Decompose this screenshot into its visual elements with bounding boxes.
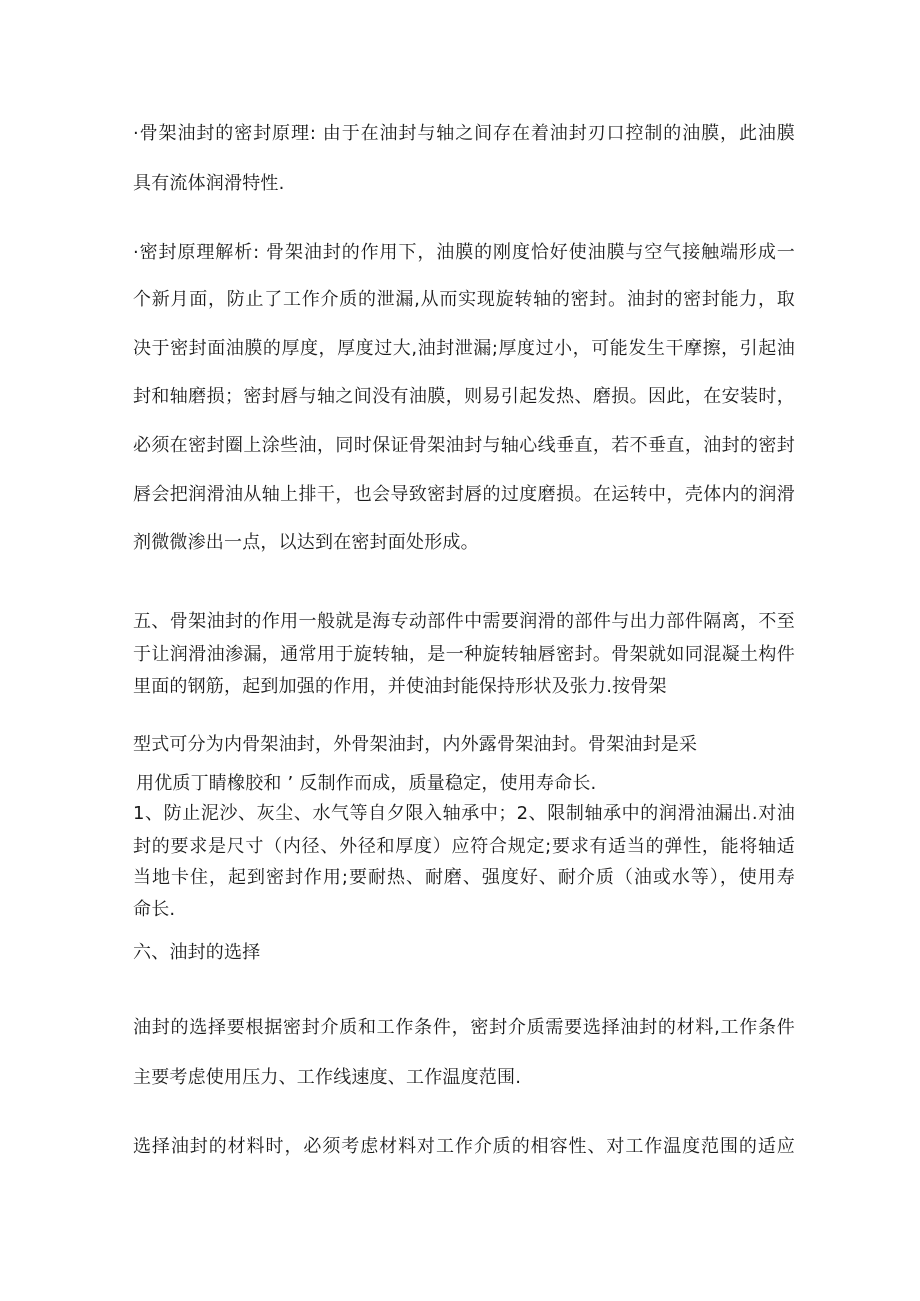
text-line: 当地卡住，起到密封作用;要耐热、耐磨、强度好、耐介质（油或水等），使用寿 (133, 867, 795, 888)
text-line: 唇会把润滑油从轴上排干，也会导致密封唇的过度磨损。在运转中，壳体内的润滑 (133, 484, 795, 505)
text-line: 封和轴磨损；密封唇与轴之间没有油膜，则易引起发热、磨损。因此，在安装时， (133, 386, 795, 407)
text-line: 个新月面，防止了工作介质的泄漏,从而实现旋转轴的密封。油封的密封能力，取 (133, 289, 795, 310)
text-line: 型式可分为内骨架油封，外骨架油封，内外露骨架油封。骨架油封是采 (133, 734, 698, 755)
text-line: 命长. (133, 899, 176, 920)
section-heading: 六、油封的选择 (133, 942, 261, 963)
text-line: 主要考虑使用压力、工作线速度、工作温度范围. (133, 1067, 522, 1088)
text-line: 五、骨架油封的作用一般就是海专动部件中需要润滑的部件与出力部件隔离，不至 (133, 611, 795, 632)
text-line: 决于密封面油膜的厚度，厚度过大,油封泄漏;厚度过小，可能发生干摩擦，引起油 (133, 338, 795, 359)
text-line: 1、防止泥沙、灰尘、水气等自夕限入轴承中；2、限制轴承中的润滑油漏出.对油 (133, 803, 795, 824)
text-line: 里面的钢筋，起到加强的作用，并使油封能保持形状及张力.按骨架 (133, 676, 667, 697)
text-line: 油封的选择要根据密封介质和工作条件，密封介质需要选择油封的材料,工作条件 (133, 1017, 795, 1038)
text-line: 剂微微渗出一点，以达到在密封面处形成。 (133, 532, 479, 553)
text-line: 必须在密封圈上涂些油，同时保证骨架油封与轴心线垂直，若不垂直，油封的密封 (133, 435, 795, 456)
text-line: 选择油封的材料时，必须考虑材料对工作介质的相容性、对工作温度范围的适应 (133, 1136, 795, 1157)
text-line: ·骨架油封的密封原理: 由于在油封与轴之间存在着油封刃口控制的油膜，此油膜 (133, 123, 795, 144)
text-line: 具有流体润滑特性. (133, 173, 285, 194)
text-line: 封的要求是尺寸（内径、外径和厚度）应符合规定;要求有适当的弹性，能将轴适 (133, 836, 795, 857)
text-line: ·密封原理解析: 骨架油封的作用下，油膜的刚度恰好使油膜与空气接触端形成一 (133, 242, 795, 263)
text-line: 于让润滑油渗漏，通常用于旋转轴，是一种旋转轴唇密封。骨架就如同混凝土构件 (133, 644, 795, 665)
text-line: 用优质丁睛橡胶和 ’ 反制作而成，质量稳定，使用寿命长. (136, 773, 597, 794)
